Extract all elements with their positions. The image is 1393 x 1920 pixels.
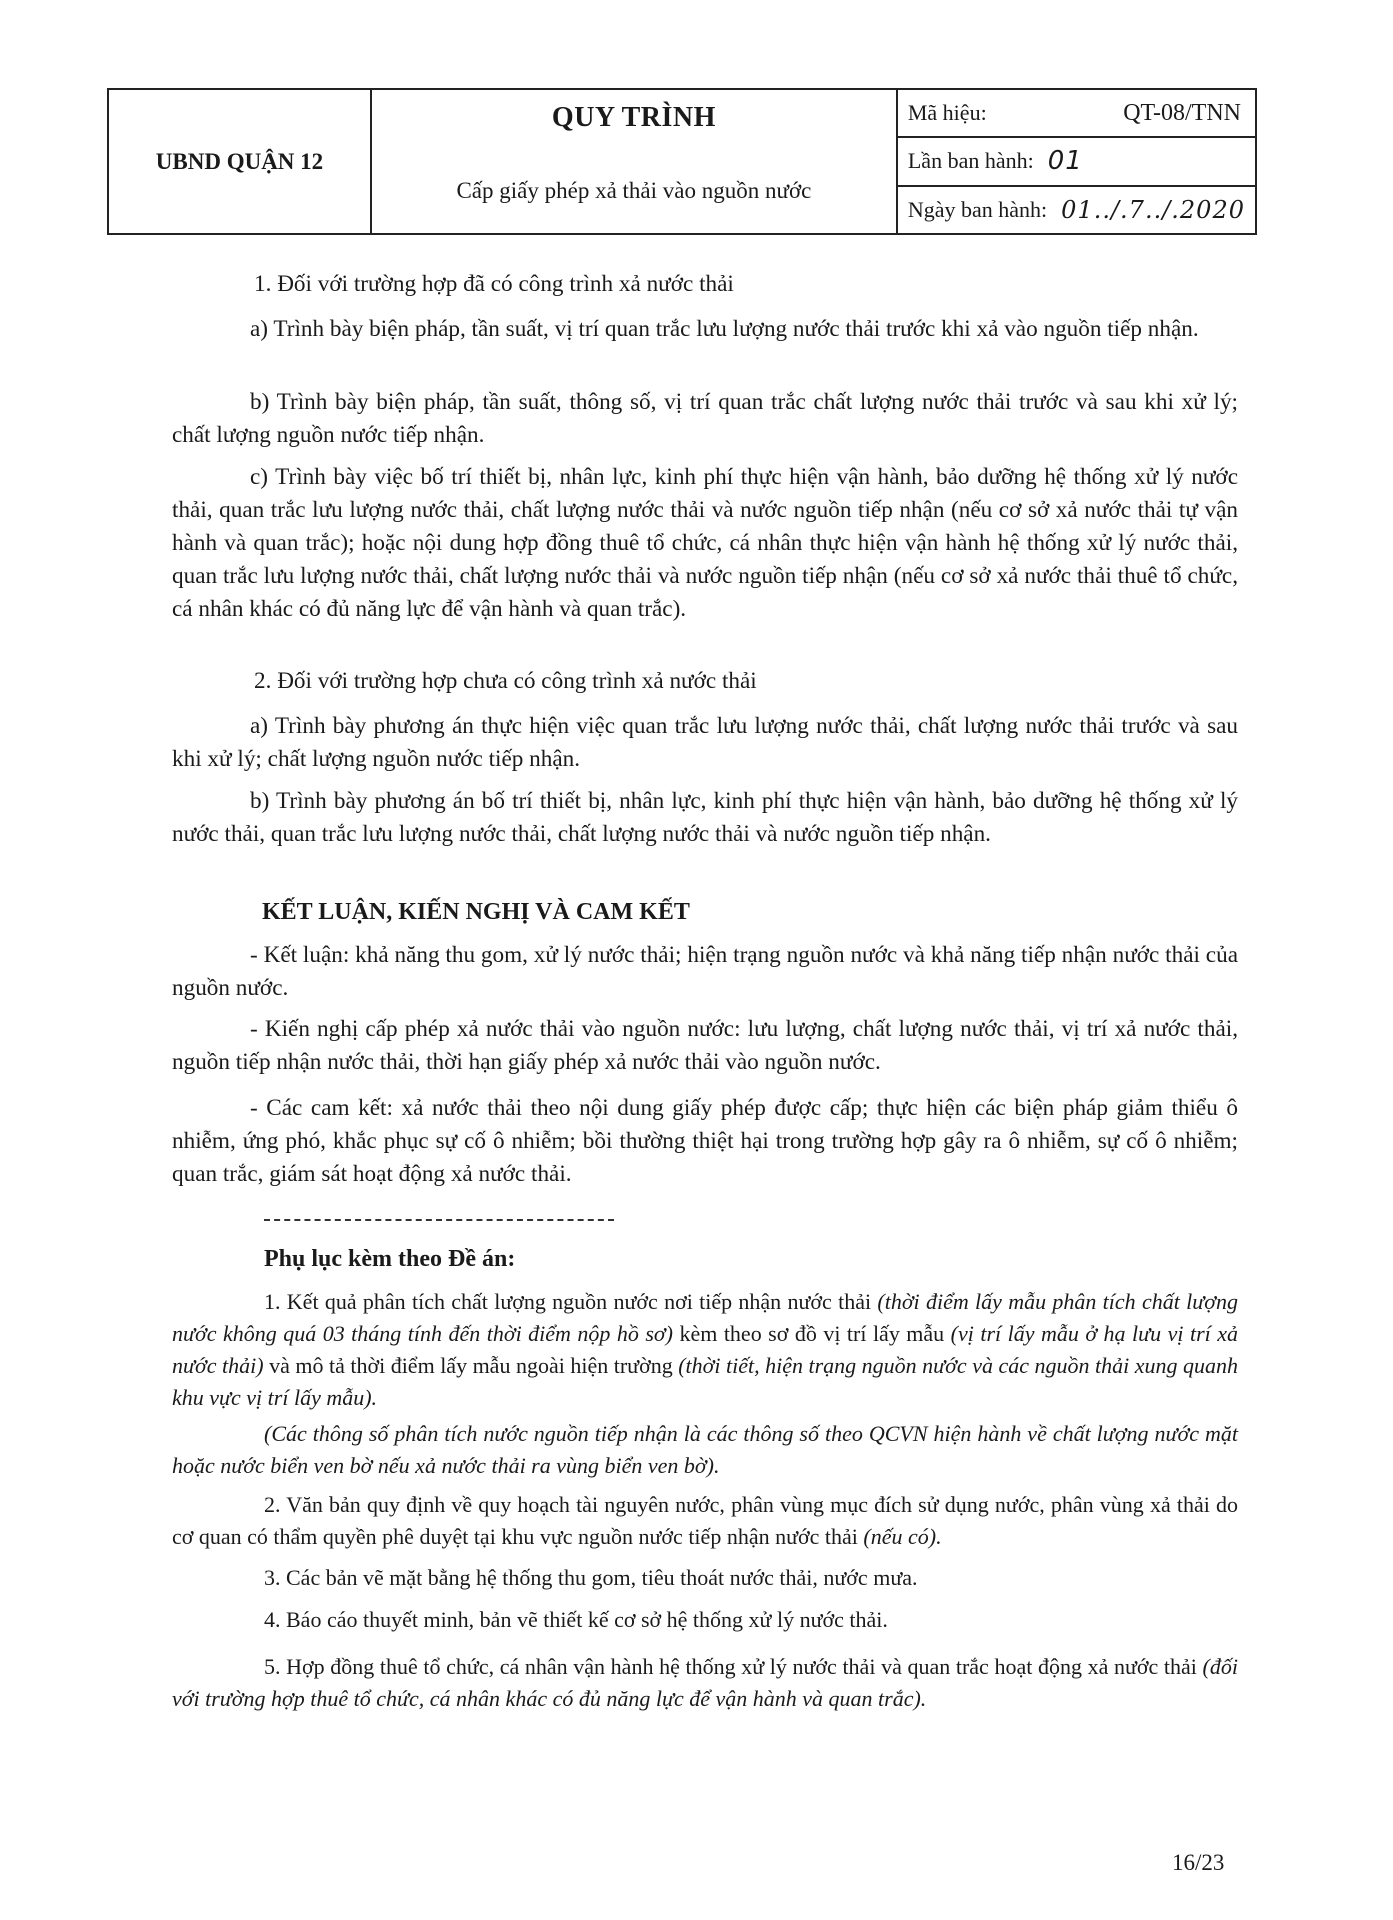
- paragraph-1b: [172, 386, 1238, 452]
- code-row: [898, 90, 1255, 138]
- code-label: Mã hiệu:: [907, 100, 987, 126]
- conclusion-1: [172, 939, 1238, 1005]
- appendix-1-mid: kèm theo sơ đồ vị trí lấy mẫu: [672, 1321, 951, 1346]
- section-1-title: 1. Đối với trường hợp đã có công trình xả nước thải: [254, 271, 734, 297]
- appendix-1-italic-2: (vị trí lấy mẫu ở hạ lưu vị trí xả nước thải): [172, 1321, 1238, 1378]
- paragraph-1b-text: b) Trình bày biện pháp, tần suất, thông số, vị trí quan trắc chất lượng nước thải trước và sau khi xử lý; chất lượng nguồn nước tiếp nhận.: [172, 389, 1238, 448]
- conclusion-3-text: - Các cam kết: xả nước thải theo nội dung giấy phép được cấp; thực hiện các biện pháp giảm thiểu ô nhiễm, ứng phó, khắc phục sự cố ô nhiễm; bồi thường thiệt hại trong trường hợp gây ra ô nhiễm, sự cố ô nhiễm; quan trắc, giám sát hoạt động xả nước thải.: [172, 1095, 1238, 1187]
- conclusion-1-text: - Kết luận: khả năng thu gom, xử lý nước thải; hiện trạng nguồn nước và khả năng tiếp nhận nước thải của nguồn nước.: [172, 942, 1238, 1001]
- paragraph-2b-text: b) Trình bày phương án bố trí thiết bị, nhân lực, kinh phí thực hiện vận hành, bảo dưỡng hệ thống xử lý nước thải, quan trắc lưu lượng nước thải, chất lượng nước thải và nước nguồn tiếp nhận.: [172, 788, 1238, 847]
- code-value: QT-08/TNN: [1123, 99, 1241, 126]
- appendix-5-italic: (đối với trường hợp thuê tổ chức, cá nhân khác có đủ năng lực để vận hành và quan trắc).: [172, 1654, 1238, 1711]
- appendix-3-text: 3. Các bản vẽ mặt bằng hệ thống thu gom, tiêu thoát nước thải, nước mưa.: [264, 1565, 918, 1590]
- appendix-item-5: [172, 1651, 1238, 1715]
- conclusion-title: KẾT LUẬN, KIẾN NGHỊ VÀ CAM KẾT: [262, 899, 690, 925]
- appendix-item-4: [172, 1604, 1238, 1636]
- page-number: 16/23: [1172, 1850, 1225, 1875]
- paragraph-1c-text: c) Trình bày việc bố trí thiết bị, nhân lực, kinh phí thực hiện vận hành, bảo dưỡng hệ thống xử lý nước thải, quan trắc lưu lượng nước thải, chất lượng nước thải và nước nguồn tiếp nhận (nếu cơ sở xả nước thải tự vận hành và quan trắc); hoặc nội dung hợp đồng thuê tổ chức, cá nhân thực hiện vận hành hệ thống xử lý nước thải, quan trắc lưu lượng nước thải, chất lượng nước thải và nước nguồn tiếp nhận (nếu cơ sở xả nước thải thuê tổ chức, cá nhân khác có đủ năng lực để vận hành và quan trắc).: [172, 464, 1238, 622]
- appendix-1-mid2: và mô tả thời điểm lấy mẫu ngoài hiện trường: [263, 1353, 679, 1378]
- appendix-1-note-text: (Các thông số phân tích nước nguồn tiếp nhận là các thông số theo QCVN hiện hành về chất lượng nước mặt hoặc nước biển ven bờ nếu xả nước thải ra vùng biển ven bờ).: [172, 1421, 1238, 1478]
- date-label: Ngày ban hành:: [907, 196, 1048, 222]
- section-2-title: 2. Đối với trường hợp chưa có công trình xả nước thải: [254, 668, 757, 694]
- appendix-item-2: [172, 1489, 1238, 1553]
- appendix-5-pre: 5. Hợp đồng thuê tổ chức, cá nhân vận hành hệ thống xử lý nước thải và quan trắc hoạt động xả nước thải: [264, 1654, 1203, 1679]
- appendix-item-3: [172, 1562, 1238, 1594]
- header-title-cell: [372, 90, 898, 233]
- paragraph-1a: [172, 313, 1238, 346]
- issue-label: Lần ban hành:: [907, 148, 1034, 174]
- date-value: 01../.7../.2020: [1061, 195, 1245, 224]
- appendix-item-1: [172, 1286, 1238, 1414]
- header-meta: [898, 90, 1255, 233]
- appendix-1-pre: 1. Kết quả phân tích chất lượng nguồn nước nơi tiếp nhận nước thải: [264, 1289, 878, 1314]
- organization-name: UBND QUẬN 12: [109, 90, 372, 233]
- paragraph-1a-text: a) Trình bày biện pháp, tần suất, vị trí quan trắc lưu lượng nước thải trước khi xả vào nguồn tiếp nhận.: [250, 316, 1199, 342]
- appendix-2-pre: 2. Văn bản quy định về quy hoạch tài nguyên nước, phân vùng mục đích sử dụng nước, phân vùng xả thải do cơ quan có thẩm quyền phê duyệt tại khu vực nguồn nước tiếp nhận nước thải: [172, 1492, 1238, 1549]
- divider-line: [264, 1219, 614, 1221]
- document-title: QUY TRÌNH: [551, 102, 716, 133]
- appendix-title: Phụ lục kèm theo Đề án:: [264, 1246, 516, 1272]
- date-row: [898, 187, 1255, 233]
- appendix-item-1-note: [172, 1418, 1238, 1482]
- conclusion-3: [172, 1092, 1238, 1191]
- issue-row: [898, 138, 1255, 186]
- appendix-1-italic-1: (thời điểm lấy mẫu phân tích chất lượng nước không quá 03 tháng tính đến thời điểm nộp hồ sơ): [172, 1289, 1238, 1346]
- issue-value: 01: [1047, 146, 1083, 177]
- paragraph-1c: [172, 461, 1238, 626]
- document-subtitle: Cấp giấy phép xả thải vào nguồn nước: [456, 178, 812, 203]
- appendix-1-italic-3: (thời tiết, hiện trạng nguồn nước và các nguồn thải xung quanh khu vực vị trí lấy mẫu).: [172, 1353, 1238, 1410]
- conclusion-2-text: - Kiến nghị cấp phép xả nước thải vào nguồn nước: lưu lượng, chất lượng nước thải, vị trí xả nước thải, nguồn tiếp nhận nước thải, thời hạn giấy phép xả nước thải vào nguồn nước.: [172, 1016, 1238, 1075]
- conclusion-2: [172, 1013, 1238, 1079]
- appendix-2-italic: (nếu có).: [863, 1524, 942, 1549]
- header-table: [107, 88, 1257, 235]
- paragraph-2a-text: a) Trình bày phương án thực hiện việc quan trắc lưu lượng nước thải, chất lượng nước thải trước và sau khi xử lý; chất lượng nguồn nước tiếp nhận.: [172, 713, 1238, 772]
- appendix-4-text: 4. Báo cáo thuyết minh, bản vẽ thiết kế cơ sở hệ thống xử lý nước thải.: [264, 1607, 888, 1632]
- paragraph-2b: [172, 785, 1238, 851]
- paragraph-2a: [172, 710, 1238, 776]
